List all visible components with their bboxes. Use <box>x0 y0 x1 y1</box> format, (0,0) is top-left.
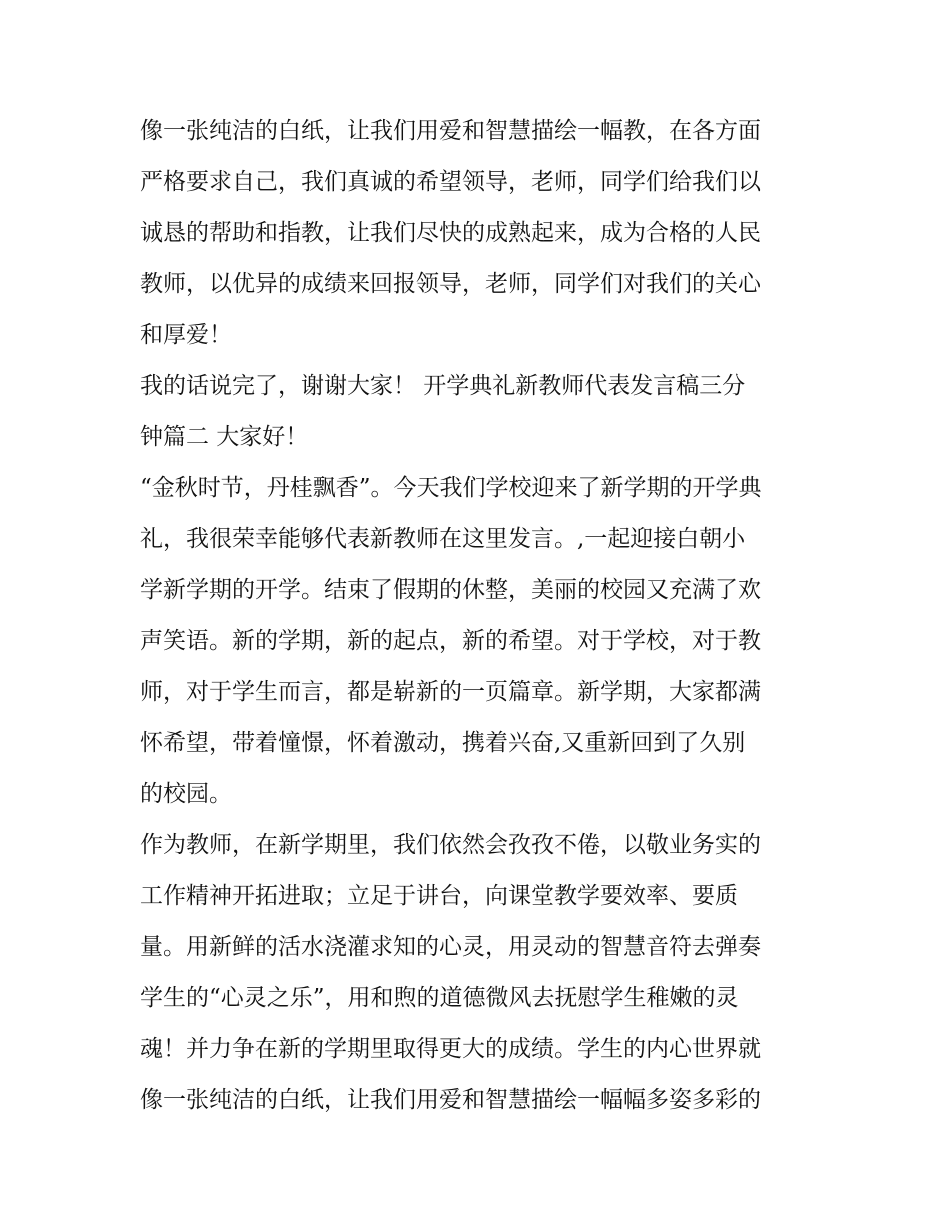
text-line: 钟篇二 大家好！ <box>140 424 309 450</box>
text-line: 和厚爱！ <box>140 322 232 348</box>
text-line: 怀希望，带着憧憬，怀着激动，携着兴奋,又重新回到了久别 <box>140 730 746 756</box>
text-line: 师，对于学生而言，都是崭新的一页篇章。新学期，大家都满 <box>140 679 761 705</box>
document-body <box>140 106 820 1126</box>
text-line: 量。用新鲜的活水浇灌求知的心灵，用灵动的智慧音符去弹奏 <box>140 934 761 960</box>
text-line: 学生的“心灵之乐”，用和煦的道德微风去抚慰学生稚嫩的灵 <box>140 985 739 1011</box>
text-line: 像一张纯洁的白纸，让我们用爱和智慧描绘一幅幅多姿多彩的 <box>140 1087 761 1113</box>
text-line: 严格要求自己，我们真诚的希望领导，老师，同学们给我们以 <box>140 169 761 195</box>
text-line: 像一张纯洁的白纸，让我们用爱和智慧描绘一幅教，在各方面 <box>140 118 761 144</box>
text-line: 教师，以优异的成绩来回报领导，老师，同学们对我们的关心 <box>140 271 761 297</box>
text-line: 工作精神开拓进取；立足于讲台，向课堂教学要效率、要质 <box>140 883 738 909</box>
text-line: “金秋时节，丹桂飘香”。今天我们学校迎来了新学期的开学典 <box>140 475 762 501</box>
text-line: 学新学期的开学。结束了假期的休整，美丽的校园又充满了欢 <box>140 577 761 603</box>
text-line: 作为教师，在新学期里，我们依然会孜孜不倦，以敬业务实的 <box>140 832 761 858</box>
text-line: 我的话说完了，谢谢大家！ 开学典礼新教师代表发言稿三分 <box>140 373 746 399</box>
text-line: 的校园。 <box>140 781 232 807</box>
text-line: 诚恳的帮助和指教，让我们尽快的成熟起来，成为合格的人民 <box>140 220 761 246</box>
text-line: 礼，我很荣幸能够代表新教师在这里发言。,一起迎接白朝小 <box>140 526 746 552</box>
text-line: 魂！并力争在新的学期里取得更大的成绩。学生的内心世界就 <box>140 1036 761 1062</box>
text-line: 声笑语。新的学期，新的起点，新的希望。对于学校，对于教 <box>140 628 761 654</box>
